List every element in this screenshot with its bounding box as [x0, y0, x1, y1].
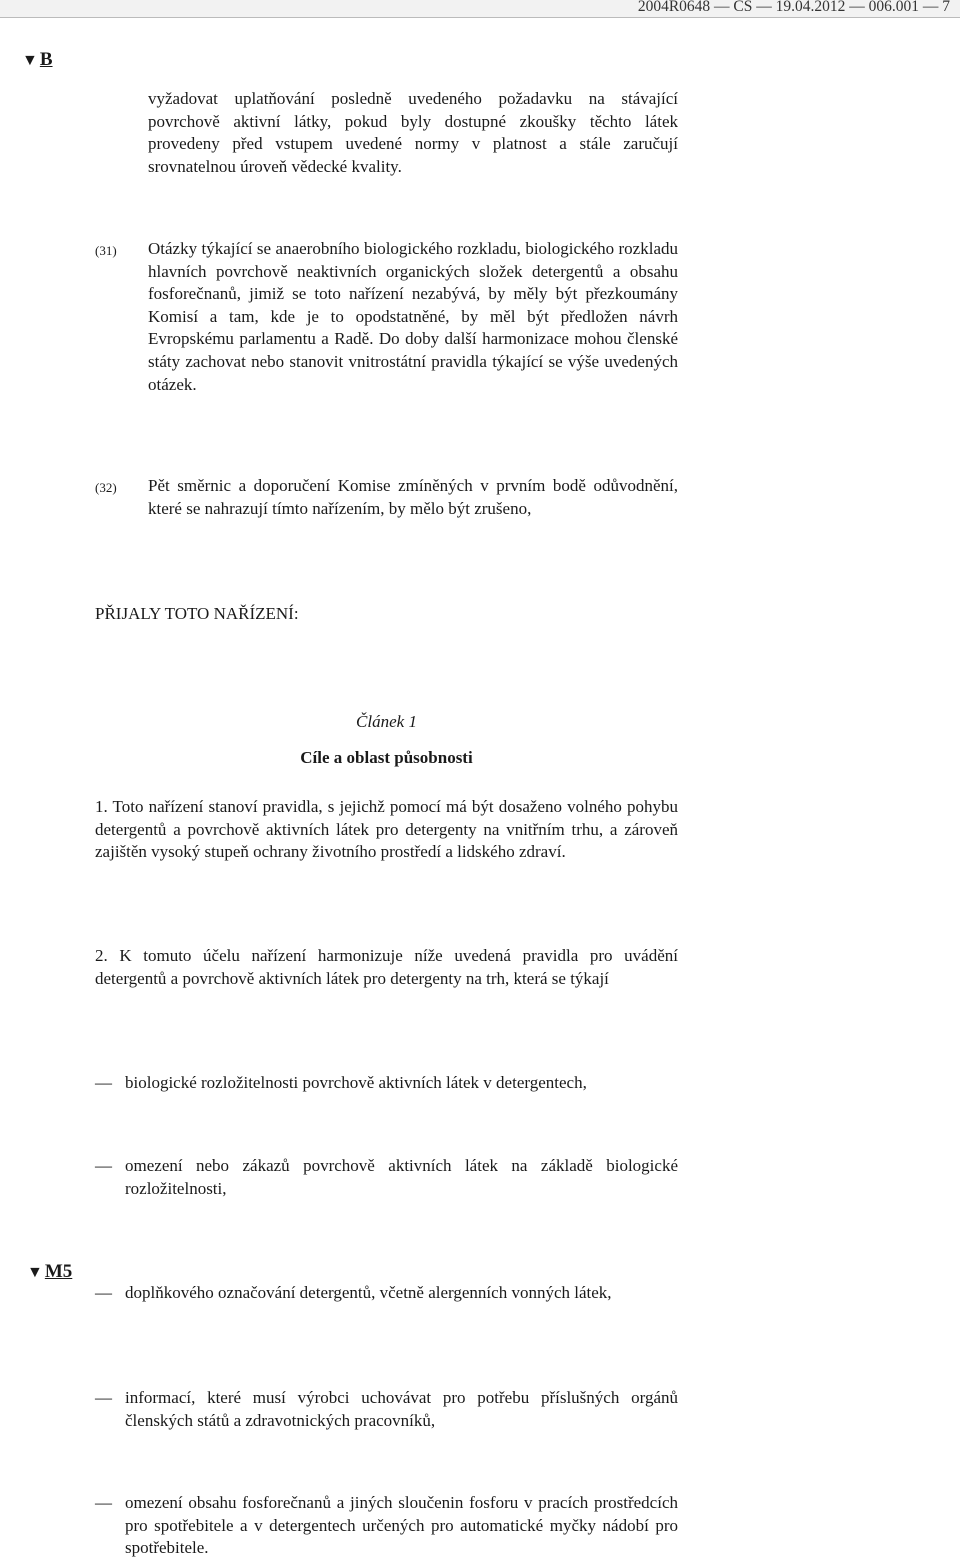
page-header [0, 0, 960, 18]
list-item: doplňkového označování detergentů, včetně alergenních vonných látek, [125, 1283, 612, 1302]
list-dash: — [95, 1388, 112, 1407]
list-dash: — [95, 1073, 112, 1092]
recital-number-32: (32) [95, 480, 117, 495]
amendment-marker-m5 [27, 1261, 72, 1283]
adoption-statement: PŘIJALY TOTO NAŘÍZENÍ: [95, 604, 299, 623]
article-paragraph-1: 1. Toto nařízení stanoví pravidla, s jejichž pomocí má být dosaženo volného pohybu detergentů a povrchově aktivních látek pro detergenty na vnitřním trhu, a zároveň zajištěn vysoký stupeň ochrany životního prostředí a lidského zdraví. [95, 797, 678, 862]
header-reference: 2004R0648 — CS — 19.04.2012 — 006.001 — 7 [637, 0, 950, 15]
triangle-down-icon: ▼ [22, 52, 38, 69]
triangle-down-icon: ▼ [27, 1264, 43, 1281]
article-title: Cíle a oblast působnosti [300, 748, 473, 767]
marker-label-m5: M5 [44, 1261, 73, 1282]
list-item: biologické rozložitelnosti povrchově aktivních látek v detergentech, [125, 1073, 587, 1092]
article-heading: Článek 1 [356, 712, 417, 731]
marker-label-b: B [39, 49, 53, 70]
recital-32-text: Pět směrnic a doporučení Komise zmíněných v prvním bodě odůvodnění, které se nahrazují tímto nařízením, by mělo být zrušeno, [148, 476, 678, 518]
recital-number-31: (31) [95, 243, 117, 258]
article-paragraph-2: 2. K tomuto účelu nařízení harmonizuje níže uvedená pravidla pro uvádění detergentů a povrchově aktivních látek pro detergenty na trh, která se týkají [95, 946, 678, 988]
list-item: omezení nebo zákazů povrchově aktivních látek na základě biologické rozložitelnosti, [125, 1156, 678, 1198]
list-dash: — [95, 1156, 112, 1175]
list-dash: — [95, 1493, 112, 1512]
list-item: omezení obsahu fosforečnanů a jiných sloučenin fosforu v pracích prostředcích pro spotřebitele a v detergentech určených pro automatické myčky nádobí pro spotřebitele. [125, 1493, 678, 1558]
recital-31-text: Otázky týkající se anaerobního biologického rozkladu, biologického rozkladu hlavních povrchově neaktivních organických složek detergentů a obsahu fosforečnanů, jimiž se toto nařízení nezabývá, by měly být přezkoumány Komisí a tam, kde je to opodstatněné, by měl být předložen návrh Evropskému parlamentu a Radě. Do doby další harmonizace mohou členské státy zachovat nebo stanovit vnitrostátní pravidla týkající se výše uvedených otázek. [148, 239, 678, 394]
list-dash: — [95, 1283, 112, 1302]
amendment-marker-b [22, 49, 53, 71]
continuation-paragraph: vyžadovat uplatňování posledně uvedeného požadavku na stávající povrchově aktivní látky, pokud byly dostupné zkoušky těchto látek provedeny před vstupem uvedené normy v platnost a stále zaručují srovnatelnou úroveň vědecké kvality. [148, 89, 678, 176]
list-item: informací, které musí výrobci uchovávat pro potřebu příslušných orgánů členských států a zdravotnických pracovníků, [125, 1388, 678, 1430]
